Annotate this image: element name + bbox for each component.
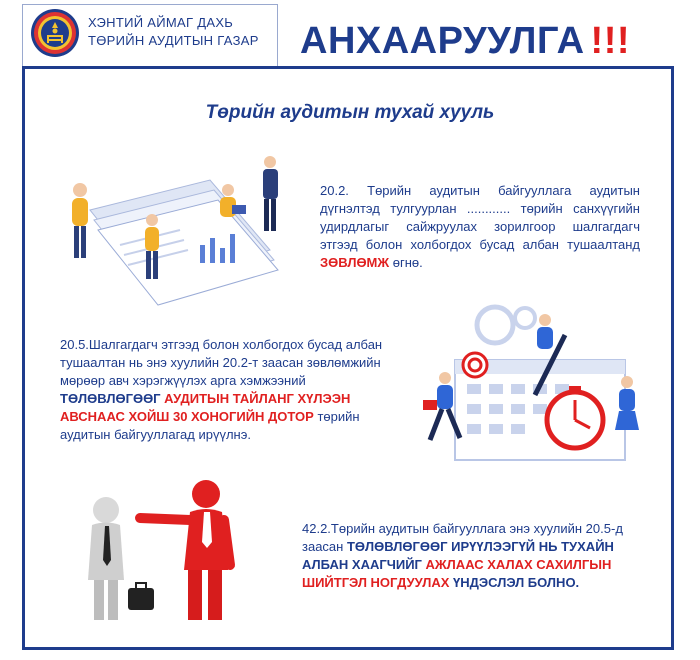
soyombo-emblem-icon [30, 8, 80, 58]
p2-text: 20.5.Шалгагдагч этгээд болон холбогдох бусад албан тушаалтан нь энэ хуулийн 20.2-т заасан зөвлөмжийн мөрөөр авч хэрэгжүүлэх арга хэмжээний [60, 337, 383, 388]
org-line-1: ХЭНТИЙ АЙМАГ ДАХЬ [88, 15, 234, 30]
p1-highlight: ЗӨВЛӨМЖ [320, 255, 390, 270]
banner-exclamation: !!! [590, 20, 631, 62]
blame-pointing-figure-illustration [78, 470, 278, 630]
planning-calendar-clock-illustration [415, 300, 655, 470]
law-title: Төрийн аудитын тухай хууль [205, 102, 495, 123]
p3-bold: ТӨЛӨВЛӨГӨӨГ ИРҮҮЛЭЭГҮЙ НЬ ТУХАЙН АЛБАН ХААГЧИЙГ [302, 539, 614, 572]
p2-bold: ТӨЛӨВЛӨГӨӨГ [60, 391, 161, 406]
banner-title [300, 20, 630, 63]
organization-name [88, 14, 259, 50]
p2-red: АУДИТЫН ТАЙЛАНГ ХҮЛЭЭН АВСНААС ХОЙШ 30 ХОНОГИЙН ДОТОР [60, 391, 351, 424]
banner-title-text: АНХААРУУЛГА [300, 20, 585, 62]
p1-text: 20.2. Төрийн аудитын байгууллага аудитын дүгнэлтэд тулгуурлан ............ төрийн санхүүгийн удирдлагыг сайжруулах зорилгоор шалгагдагч этгээд болон холбогдох бусад албан тушаалтанд [320, 183, 640, 252]
p1-tail: өгнө. [389, 255, 423, 270]
paragraph-42-2 [302, 520, 642, 592]
org-line-2: ТӨРИЙН АУДИТЫН ГАЗАР [88, 33, 259, 48]
p3-bold-2: ҮНДЭСЛЭЛ БОЛНО. [453, 575, 580, 590]
p2-tail: төрийн аудитын байгууллагад ирүүлнэ. [60, 409, 360, 442]
p3-red: АЖЛААС ХАЛАХ САХИЛГЫН ШИЙТГЭЛ НОГДУУЛАХ [302, 557, 612, 590]
p3-text: 42.2.Төрийн аудитын байгууллага энэ хуулийн 20.5-д заасан [302, 521, 623, 554]
audit-team-documents-illustration [60, 150, 290, 320]
paragraph-20-2 [320, 182, 640, 272]
paragraph-20-5 [60, 336, 400, 444]
